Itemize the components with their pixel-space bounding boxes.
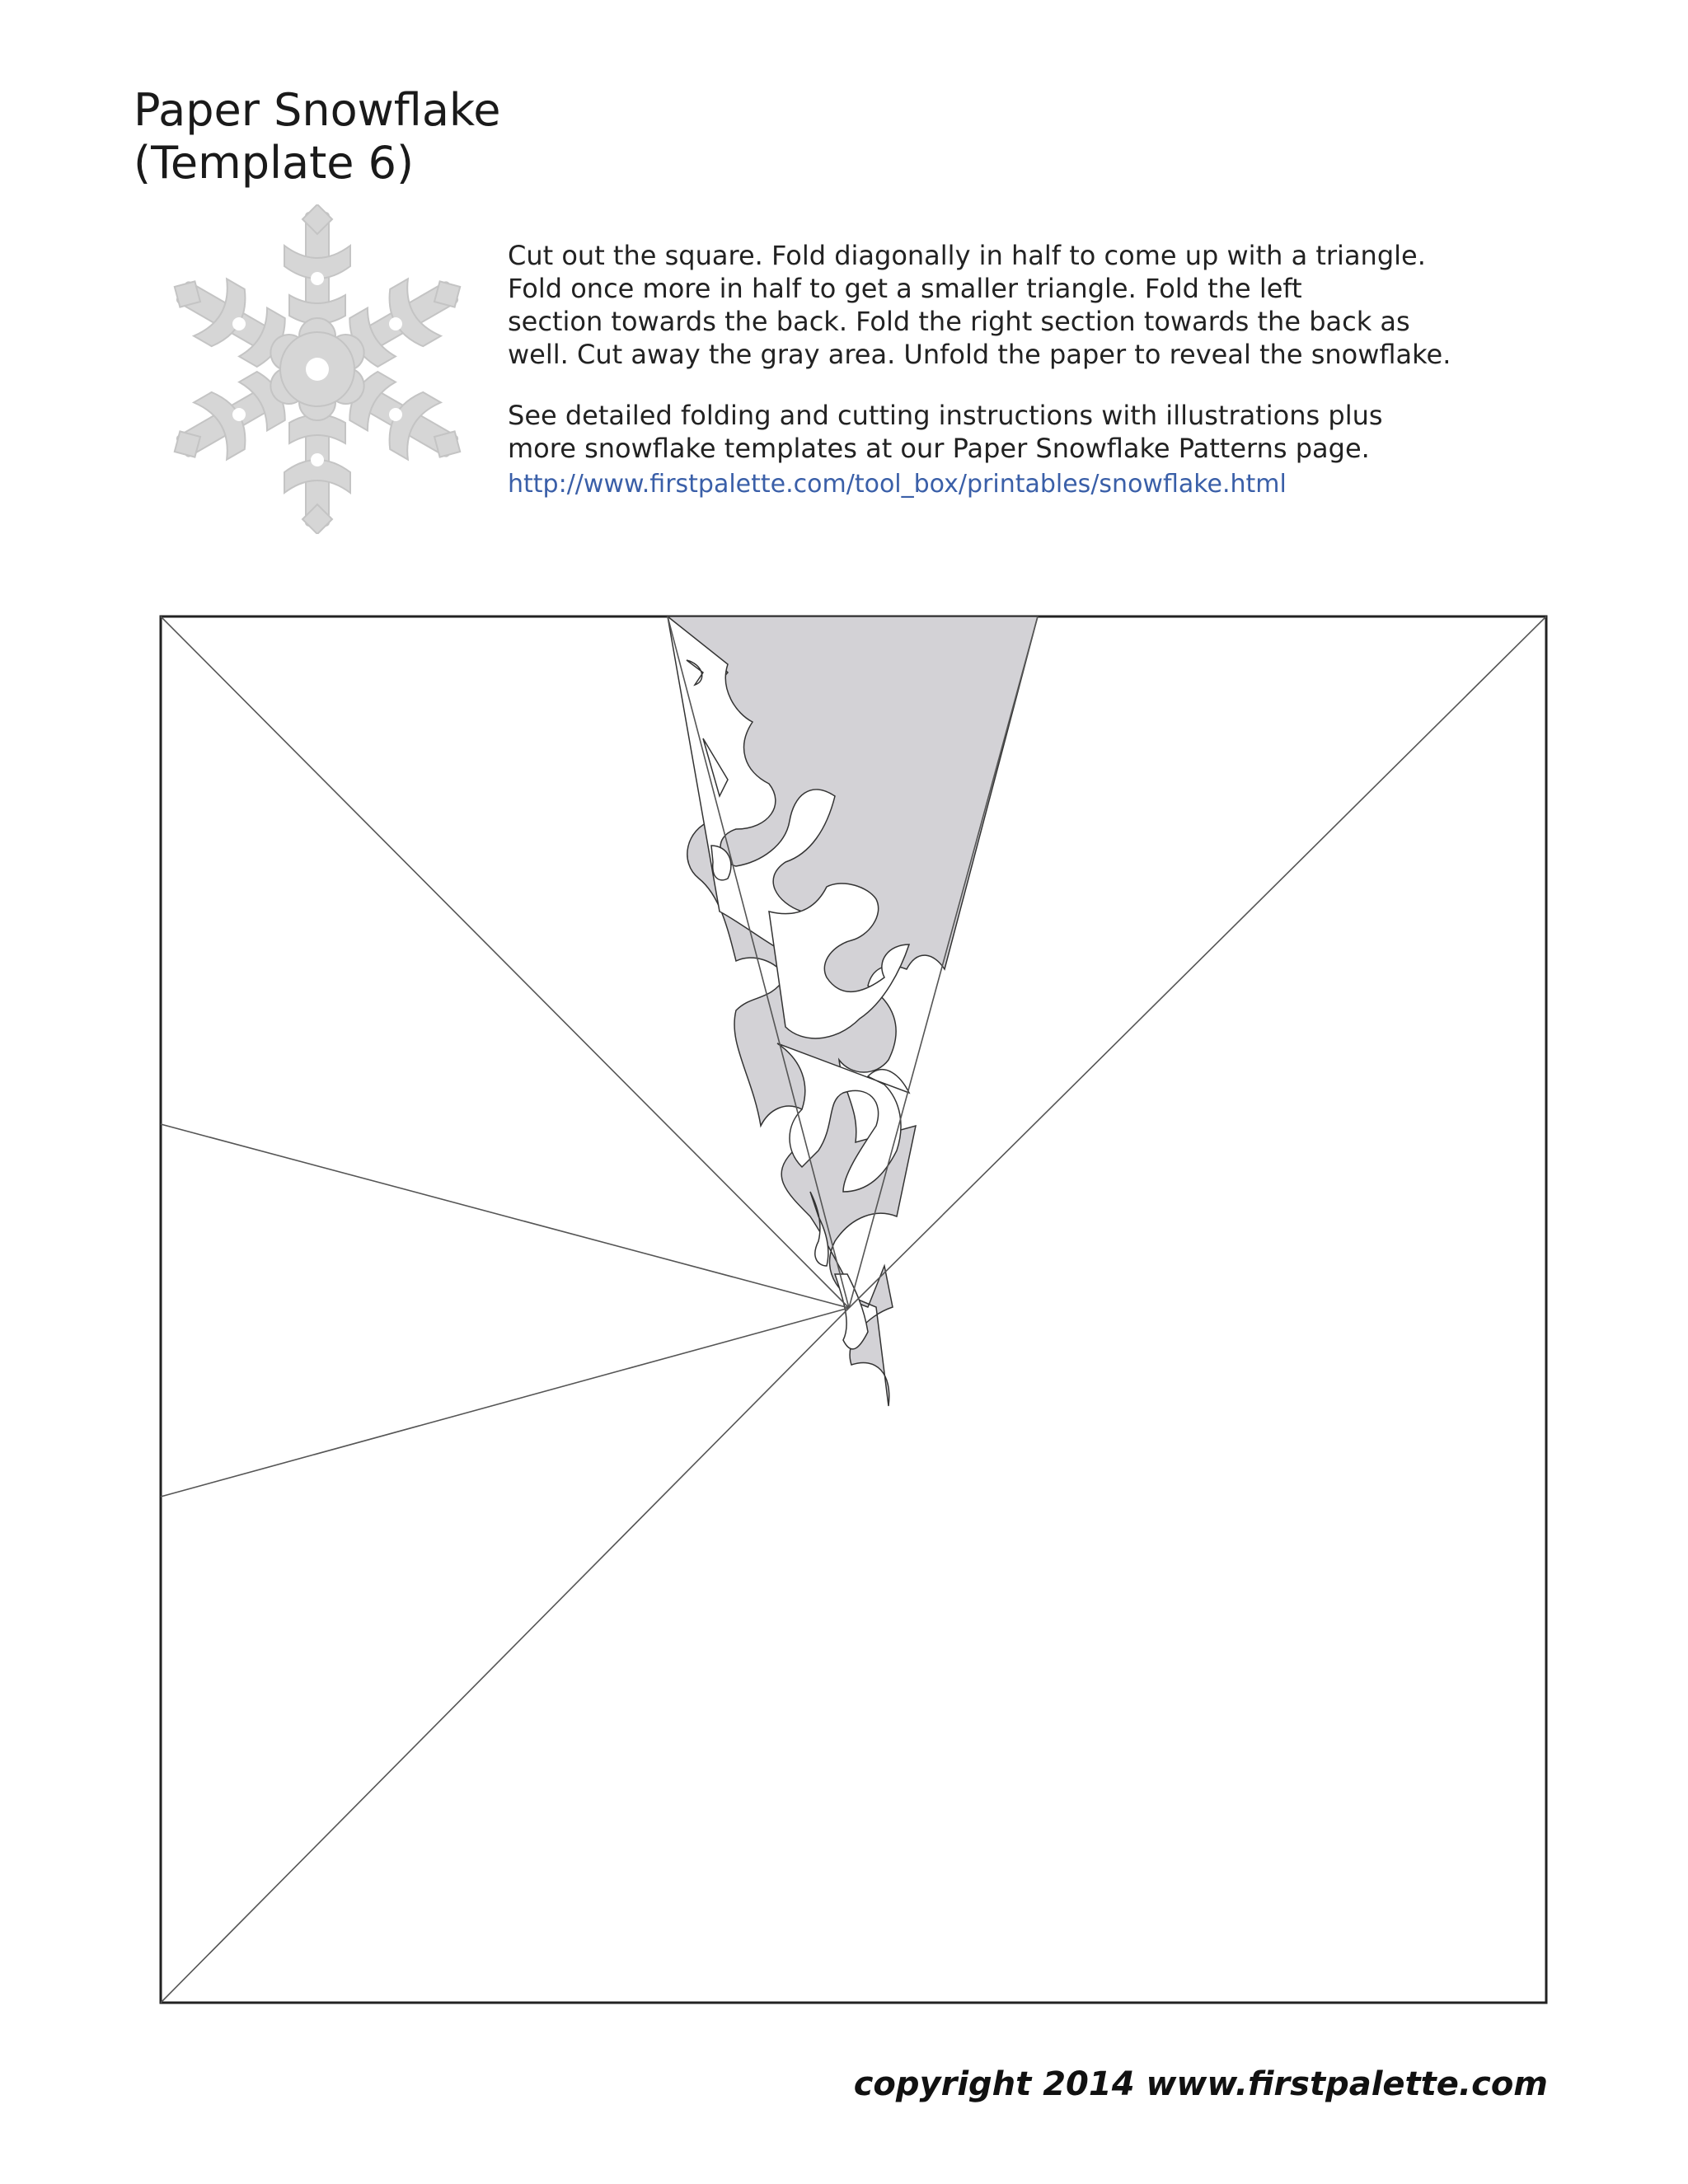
instructions-line: more snowflake templates at our Paper Snowflake Patterns page.	[508, 433, 1370, 464]
instructions-line: Cut out the square. Fold diagonally in half to come up with a triangle.	[508, 240, 1426, 271]
snowflake-patterns-link[interactable]: http://www.firstpalette.com/tool_box/printables/snowflake.html	[508, 470, 1287, 499]
instructions	[508, 239, 1530, 501]
instructions-line: section towards the back. Fold the right section towards the back as	[508, 306, 1410, 337]
copyright-text: copyright 2014 www.firstpalette.com	[853, 2065, 1548, 2103]
title-line-1: Paper Snowflake	[134, 84, 501, 136]
instructions-paragraph-2	[508, 399, 1530, 465]
snowflake-template	[159, 615, 1548, 2004]
instructions-line: See detailed folding and cutting instructions with illustrations plus	[508, 400, 1383, 431]
instructions-line: Fold once more in half to get a smaller triangle. Fold the left	[508, 273, 1302, 304]
page-title	[134, 84, 500, 190]
snowflake-icon	[169, 204, 466, 534]
instructions-line: well. Cut away the gray area. Unfold the paper to reveal the snowflake.	[508, 339, 1451, 370]
title-line-2: (Template 6)	[134, 137, 415, 189]
instructions-paragraph-1	[508, 239, 1530, 371]
